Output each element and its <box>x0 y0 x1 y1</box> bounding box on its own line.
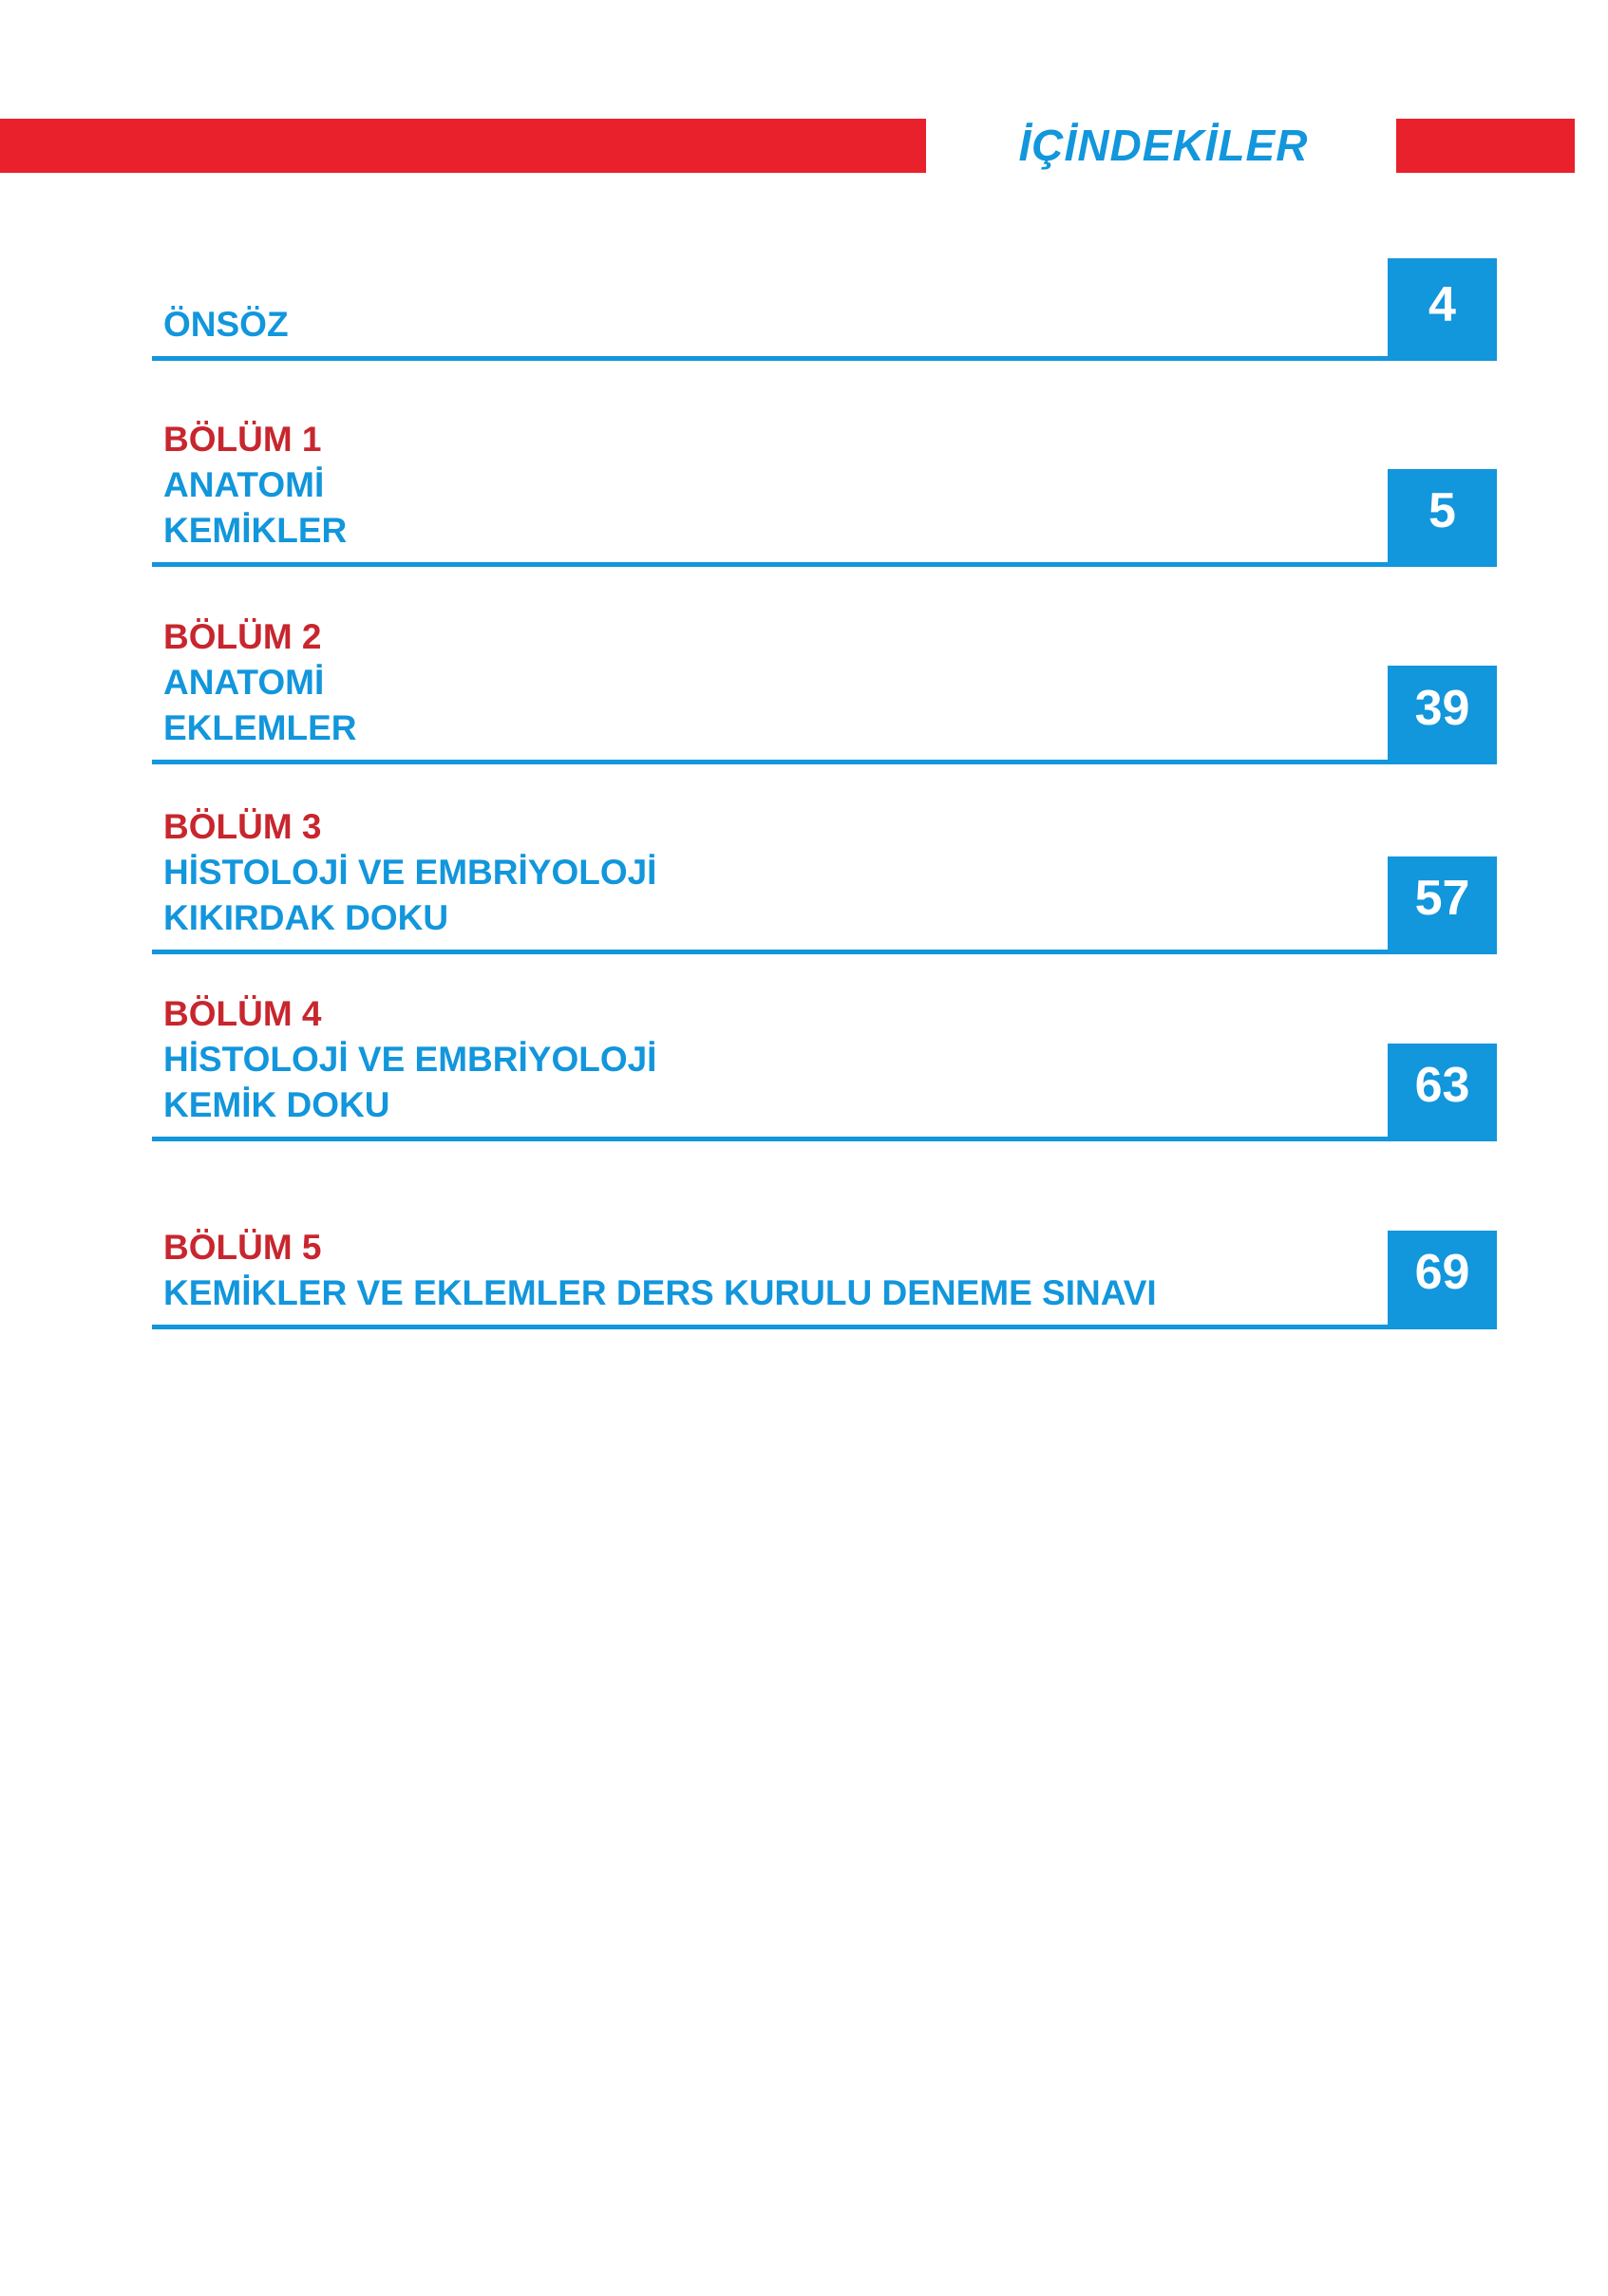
page-title: İÇİNDEKİLER <box>1018 121 1309 170</box>
toc-entry-underline <box>152 562 1497 567</box>
toc-entry-chapter-2[interactable] <box>152 598 1497 764</box>
toc-page-number: 69 <box>1388 1231 1497 1329</box>
toc-entry-underline <box>152 1137 1497 1141</box>
toc-entry-title-line: KEMİKLER VE EKLEMLER DERS KURULU DENEME SINAVI <box>163 1273 1157 1312</box>
toc-chapter-label: BÖLÜM 4 <box>163 994 322 1033</box>
toc-entry-title-line: ANATOMİ <box>163 663 325 702</box>
toc-entry-text <box>163 1225 1360 1316</box>
toc-entry-text <box>163 302 1360 348</box>
header-bar-left <box>0 119 926 173</box>
toc-page-number: 4 <box>1388 258 1497 361</box>
toc-chapter-label: BÖLÜM 2 <box>163 617 322 656</box>
toc-entry-title-line: EKLEMLER <box>163 708 357 747</box>
toc-entry-chapter-5[interactable] <box>152 1206 1497 1329</box>
toc-entry-underline <box>152 760 1497 764</box>
toc-page-number: 39 <box>1388 666 1497 764</box>
toc-entry-chapter-4[interactable] <box>152 975 1497 1141</box>
toc-page-number: 63 <box>1388 1044 1497 1141</box>
toc-chapter-label: BÖLÜM 3 <box>163 807 322 846</box>
toc-entry-underline <box>152 1325 1497 1329</box>
toc-entry-title-line: ANATOMİ <box>163 465 325 504</box>
toc-entry-underline <box>152 950 1497 954</box>
toc-entry-title-line: ÖNSÖZ <box>163 305 289 344</box>
toc-entry-title-line: KEMİKLER <box>163 511 348 550</box>
toc-entry-preface[interactable] <box>152 258 1497 361</box>
toc-entry-title-line: KEMİK DOKU <box>163 1085 390 1124</box>
toc-entry-underline <box>152 356 1497 361</box>
toc-page-number: 5 <box>1388 469 1497 567</box>
toc-entry-title-line: HİSTOLOJİ VE EMBRİYOLOJİ <box>163 853 657 892</box>
toc-page-number: 57 <box>1388 856 1497 954</box>
toc-entry-title-line: KIKIRDAK DOKU <box>163 898 449 937</box>
toc-entry-text <box>163 991 1360 1128</box>
toc-entry-text <box>163 614 1360 751</box>
toc-entry-title-line: HİSTOLOJİ VE EMBRİYOLOJİ <box>163 1040 657 1079</box>
header-bar-right <box>1396 119 1575 173</box>
toc-entry-chapter-1[interactable] <box>152 399 1497 567</box>
toc-entry-text <box>163 804 1360 941</box>
toc-chapter-label: BÖLÜM 5 <box>163 1228 322 1267</box>
toc-chapter-label: BÖLÜM 1 <box>163 420 322 459</box>
toc-entry-text <box>163 417 1360 554</box>
toc-entry-chapter-3[interactable] <box>152 788 1497 954</box>
